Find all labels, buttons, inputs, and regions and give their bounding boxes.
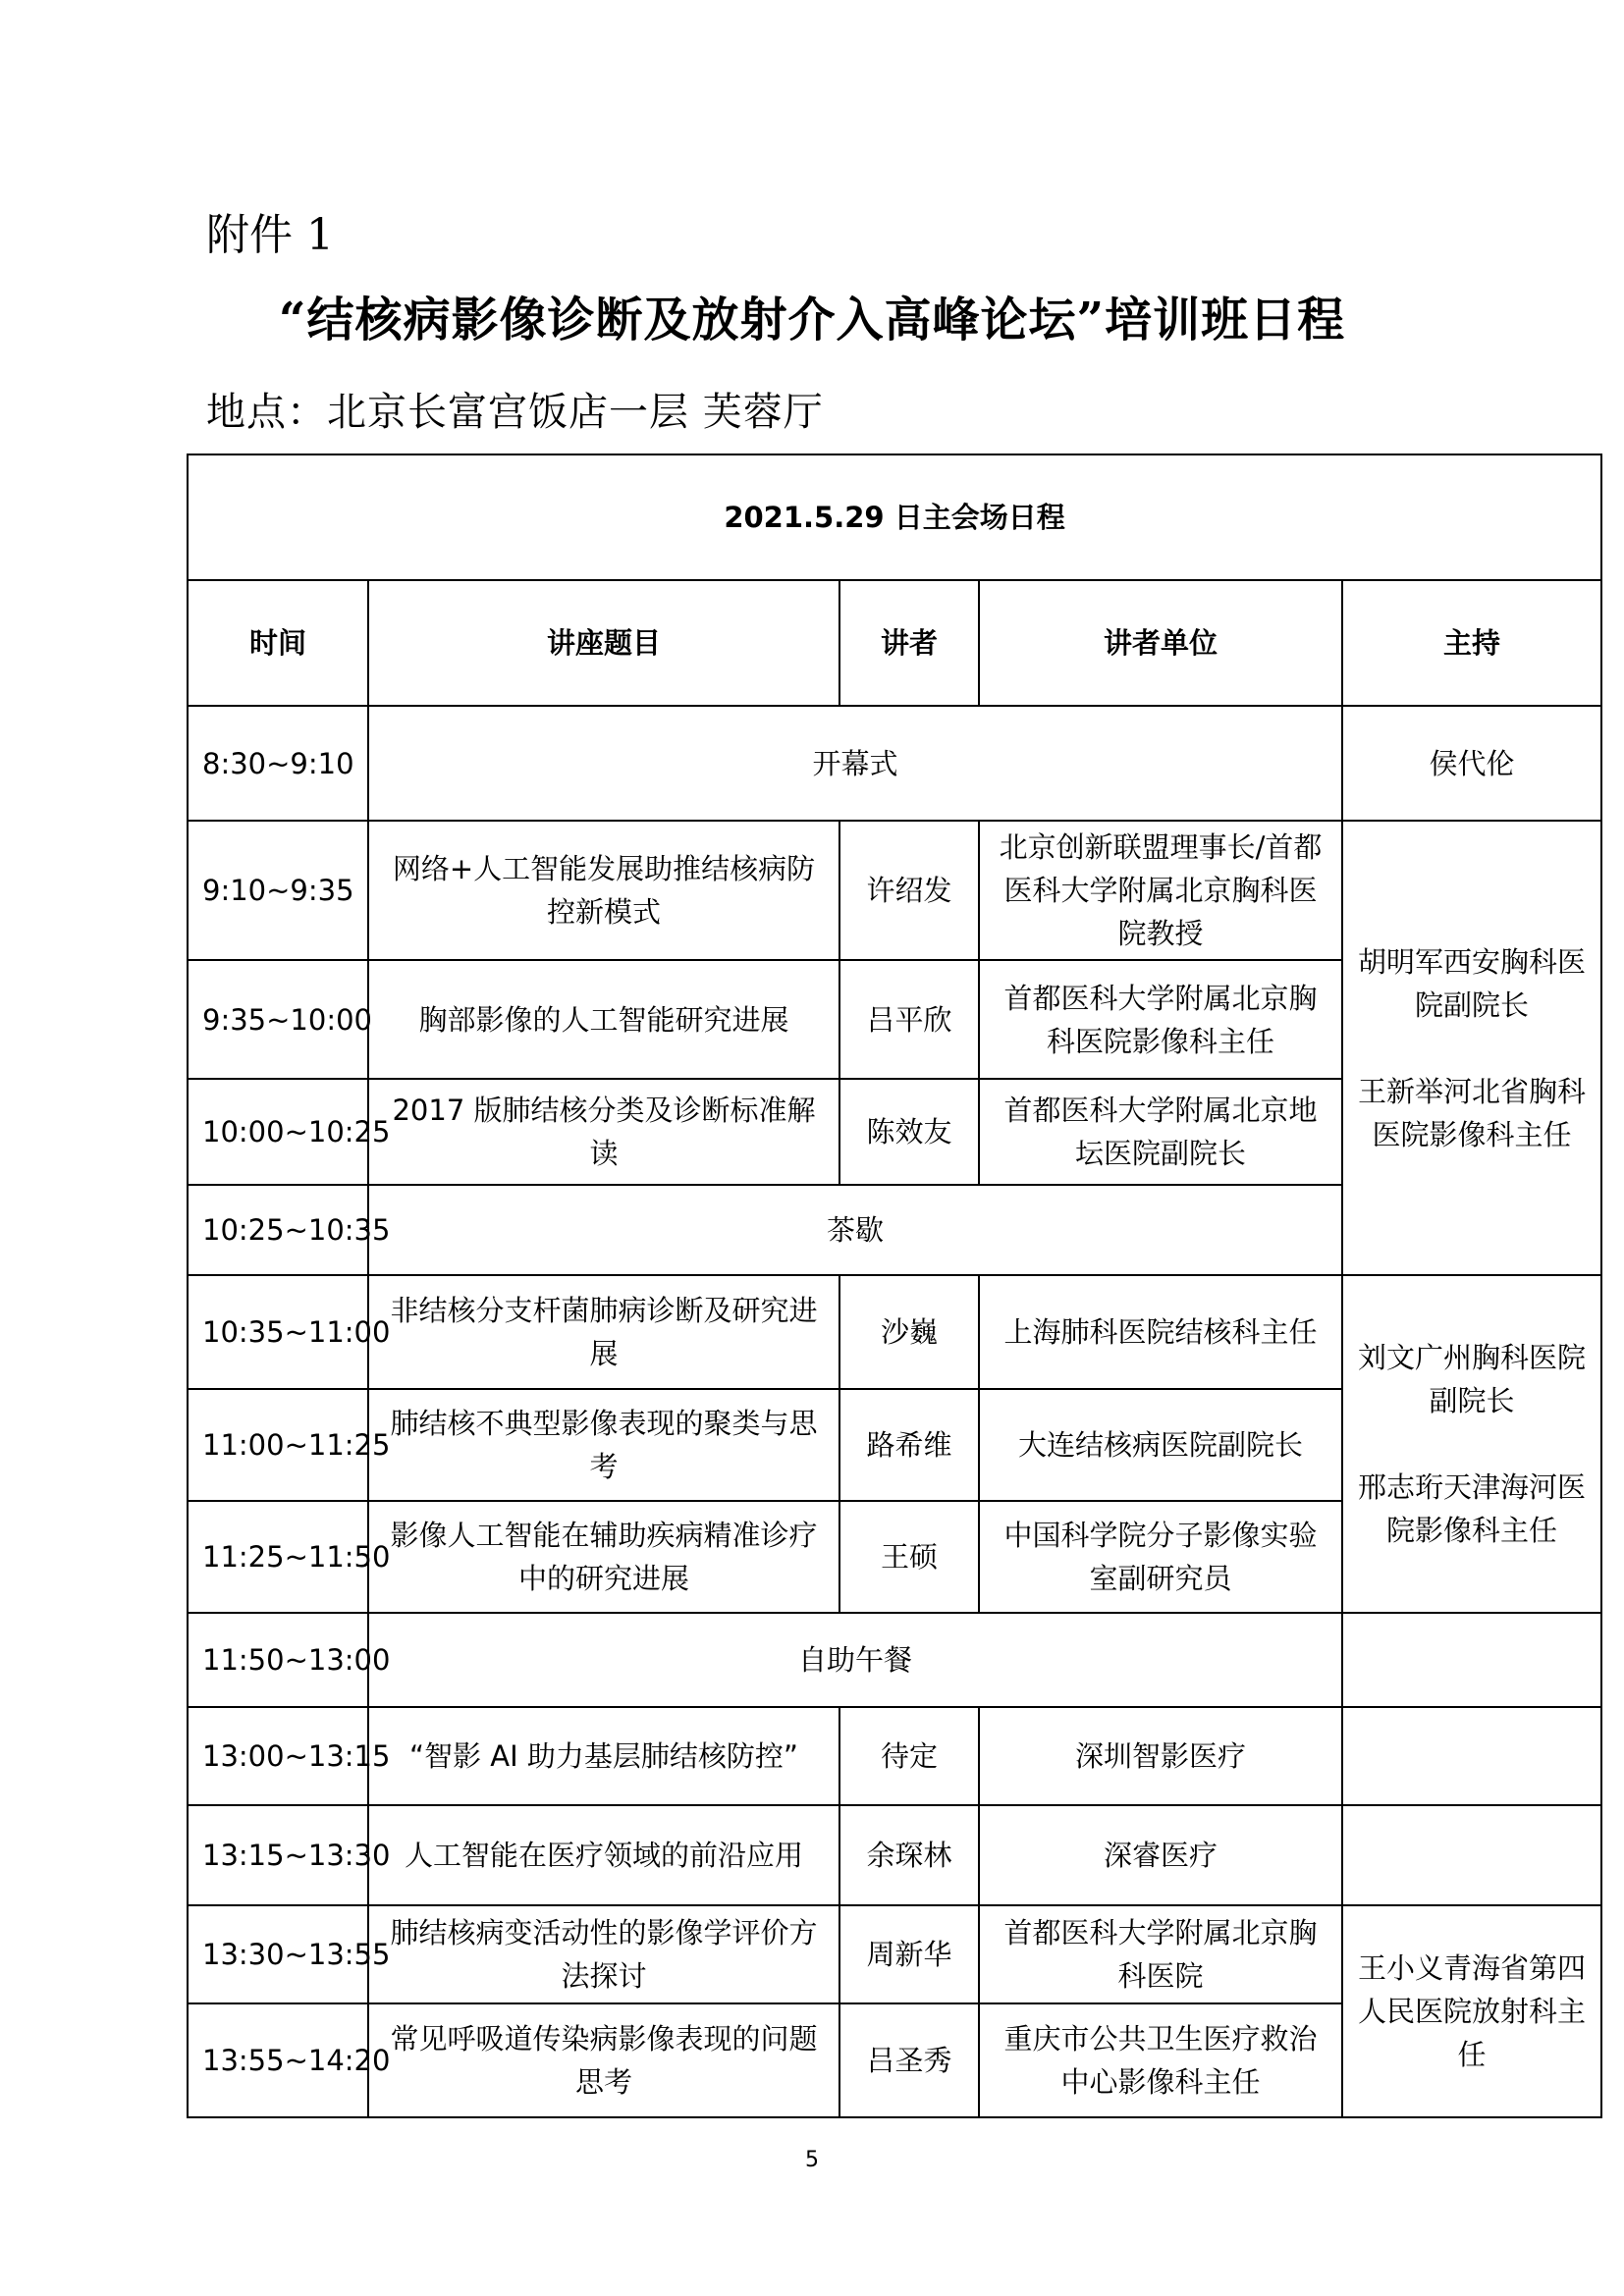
row-time: 11:50~13:00: [188, 1613, 368, 1707]
row-topic: 自助午餐: [368, 1613, 1342, 1707]
table-banner-row: [188, 454, 1601, 580]
row-time: 13:30~13:55: [188, 1905, 368, 2003]
row-topic: 网络+人工智能发展助推结核病防控新模式: [368, 821, 839, 960]
row-topic: 非结核分支杆菌肺病诊断及研究进展: [368, 1275, 839, 1389]
row-time: 9:35~10:00: [188, 960, 368, 1079]
row-topic: 肺结核病变活动性的影像学评价方法探讨: [368, 1905, 839, 2003]
host-name: 王新举河北省胸科医院影像科主任: [1358, 1074, 1587, 1151]
table-row: [188, 1905, 1601, 2003]
row-speaker: 待定: [839, 1707, 979, 1805]
header-time: 时间: [188, 580, 368, 706]
row-unit: 首都医科大学附属北京胸科医院影像科主任: [979, 960, 1342, 1079]
table-row: [188, 1707, 1601, 1805]
schedule-banner: 2021.5.29 日主会场日程: [188, 454, 1601, 580]
row-time: 10:35~11:00: [188, 1275, 368, 1389]
table-row: [188, 706, 1601, 821]
table-header-row: [188, 580, 1601, 706]
header-speaker: 讲者: [839, 580, 979, 706]
table-row: [188, 1805, 1601, 1905]
host-group-3: [1342, 1905, 1601, 2117]
row-speaker: 许绍发: [839, 821, 979, 960]
row-topic: 影像人工智能在辅助疾病精准诊疗中的研究进展: [368, 1501, 839, 1613]
row-speaker: 周新华: [839, 1905, 979, 2003]
row-unit: 中国科学院分子影像实验室副研究员: [979, 1501, 1342, 1613]
row-host: 侯代伦: [1342, 706, 1601, 821]
document-title: “结核病影像诊断及放射介入高峰论坛”培训班日程: [278, 293, 1346, 347]
table-row: [188, 1613, 1601, 1707]
row-topic: 2017 版肺结核分类及诊断标准解读: [368, 1079, 839, 1185]
venue-line: 地点：北京长富宫饭店一层 芙蓉厅: [206, 390, 824, 435]
row-time: 10:25~10:35: [188, 1185, 368, 1275]
attachment-label: 附件 1: [206, 210, 334, 260]
row-host: [1342, 1707, 1601, 1805]
row-unit: 深睿医疗: [979, 1805, 1342, 1905]
table-row: [188, 1275, 1601, 1389]
row-speaker: 余琛林: [839, 1805, 979, 1905]
row-time: 11:00~11:25: [188, 1389, 368, 1501]
row-time: 13:00~13:15: [188, 1707, 368, 1805]
row-time: 13:15~13:30: [188, 1805, 368, 1905]
row-unit: 深圳智影医疗: [979, 1707, 1342, 1805]
header-unit: 讲者单位: [979, 580, 1342, 706]
row-time: 10:00~10:25: [188, 1079, 368, 1185]
schedule-table: [187, 454, 1602, 2118]
row-speaker: 吕平欣: [839, 960, 979, 1079]
host-name: 王小义青海省第四人民医院放射科主任: [1358, 1951, 1587, 2071]
row-speaker: 陈效友: [839, 1079, 979, 1185]
row-speaker: 王硕: [839, 1501, 979, 1613]
row-unit: 首都医科大学附属北京胸科医院: [979, 1905, 1342, 2003]
row-host: [1342, 1805, 1601, 1905]
host-name: 胡明军西安胸科医院副院长: [1358, 944, 1587, 1022]
row-topic: 人工智能在医疗领域的前沿应用: [368, 1805, 839, 1905]
row-time: 8:30~9:10: [188, 706, 368, 821]
row-unit: 北京创新联盟理事长/首都医科大学附属北京胸科医院教授: [979, 821, 1342, 960]
row-topic: 开幕式: [368, 706, 1342, 821]
header-host: 主持: [1342, 580, 1601, 706]
row-time: 9:10~9:35: [188, 821, 368, 960]
row-unit: 大连结核病医院副院长: [979, 1389, 1342, 1501]
row-topic: 常见呼吸道传染病影像表现的问题思考: [368, 2003, 839, 2117]
row-time: 13:55~14:20: [188, 2003, 368, 2117]
row-topic: 胸部影像的人工智能研究进展: [368, 960, 839, 1079]
header-topic: 讲座题目: [368, 580, 839, 706]
row-speaker: 吕圣秀: [839, 2003, 979, 2117]
row-unit: 重庆市公共卫生医疗救治中心影像科主任: [979, 2003, 1342, 2117]
host-group-1: [1342, 821, 1601, 1275]
row-unit: 上海肺科医院结核科主任: [979, 1275, 1342, 1389]
host-name: 刘文广州胸科医院副院长: [1358, 1341, 1587, 1417]
host-group-2: [1342, 1275, 1601, 1613]
row-topic: “智影 AI 助力基层肺结核防控”: [368, 1707, 839, 1805]
row-speaker: 沙巍: [839, 1275, 979, 1389]
row-topic: 茶歇: [368, 1185, 1342, 1275]
table-row: [188, 821, 1601, 960]
row-unit: 首都医科大学附属北京地坛医院副院长: [979, 1079, 1342, 1185]
host-name: 邢志珩天津海河医院影像科主任: [1358, 1470, 1587, 1547]
row-speaker: 路希维: [839, 1389, 979, 1501]
page-number: 5: [805, 2148, 819, 2172]
row-time: 11:25~11:50: [188, 1501, 368, 1613]
row-host: [1342, 1613, 1601, 1707]
row-topic: 肺结核不典型影像表现的聚类与思考: [368, 1389, 839, 1501]
